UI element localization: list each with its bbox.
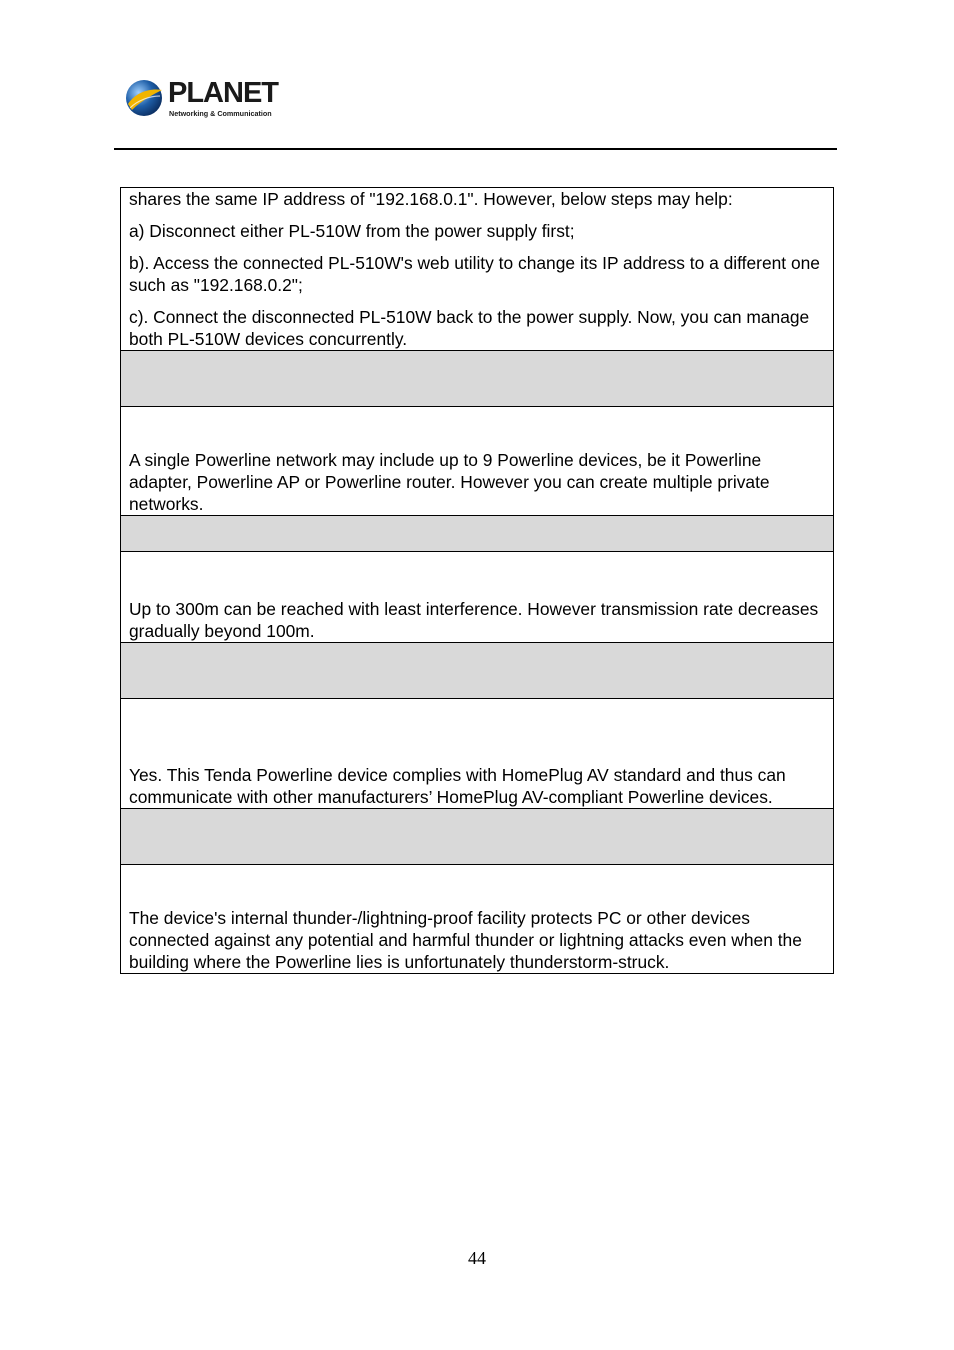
answer-paragraph: c). Connect the disconnected PL-510W back to the power supply. Now, you can manage both PL-510W devices concurrently. bbox=[129, 307, 810, 349]
planet-logo bbox=[124, 76, 294, 122]
table-row bbox=[121, 351, 834, 407]
answer-paragraph: a) Disconnect either PL-510W from the power supply first; bbox=[129, 221, 575, 241]
table-row bbox=[121, 865, 834, 974]
table-row bbox=[121, 188, 834, 351]
faq-table bbox=[120, 187, 834, 974]
table-row bbox=[121, 552, 834, 643]
answer-cell: Up to 300m can be reached with least interference. However transmission rate decreases gradually beyond 100m. bbox=[121, 552, 834, 643]
answer-cell: The device's internal thunder-/lightning-proof facility protects PC or other devices connected against any potential and harmful thunder or lightning attacks even when the building where the Powerline lies is unfortunately thunderstorm-struck. bbox=[121, 865, 834, 974]
planet-globe-icon bbox=[124, 78, 164, 118]
table-row bbox=[121, 407, 834, 516]
logo-tagline: Networking & Communication bbox=[169, 109, 272, 118]
question-cell bbox=[121, 351, 834, 407]
answer-cell: Yes. This Tenda Powerline device complies with HomePlug AV standard and thus can communicate with other manufacturers’ HomePlug AV-compliant Powerline devices. bbox=[121, 699, 834, 809]
header-rule bbox=[114, 148, 837, 150]
table-row bbox=[121, 809, 834, 865]
answer-paragraph: shares the same IP address of "192.168.0.1". However, below steps may help: bbox=[129, 189, 733, 209]
page-number: 44 bbox=[468, 1248, 486, 1268]
question-cell bbox=[121, 516, 834, 552]
answer-cell bbox=[121, 188, 834, 351]
answer-cell: A single Powerline network may include up to 9 Powerline devices, be it Powerline adapter, Powerline AP or Powerline router. However you can create multiple private networks. bbox=[121, 407, 834, 516]
table-row bbox=[121, 699, 834, 809]
question-cell bbox=[121, 643, 834, 699]
table-row bbox=[121, 643, 834, 699]
question-cell bbox=[121, 809, 834, 865]
answer-paragraph: b). Access the connected PL-510W's web utility to change its IP address to a different one such as "192.168.0.2"; bbox=[129, 253, 820, 295]
table-row bbox=[121, 516, 834, 552]
logo-wordmark: PLANET bbox=[168, 77, 278, 109]
